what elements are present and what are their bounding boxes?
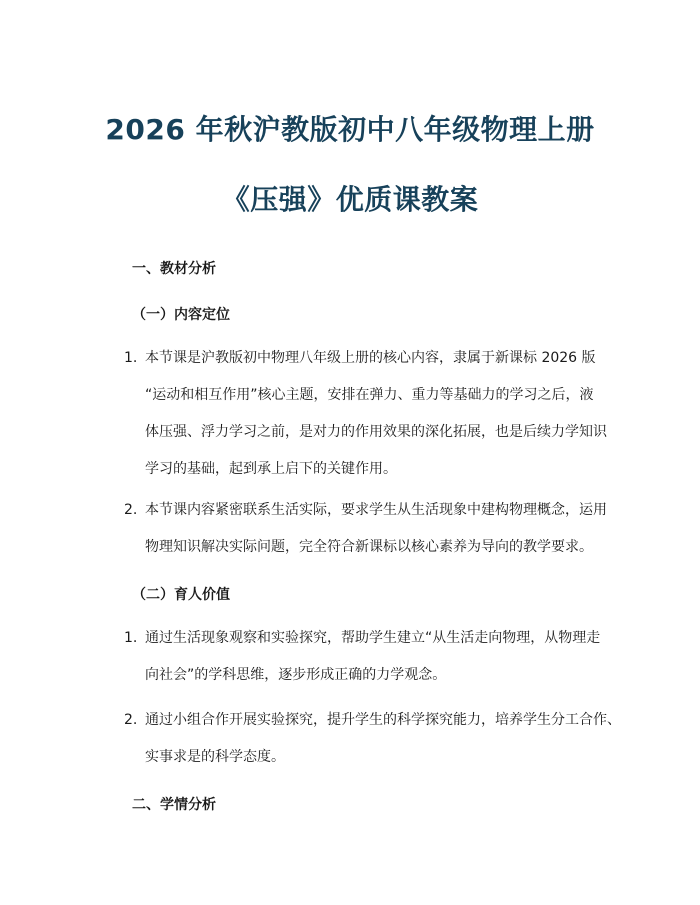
paragraph-line: 学习的基础，起到承上启下的关键作用。 <box>145 461 397 477</box>
subsection-heading-educational-value: （二）育人价值 <box>132 587 230 603</box>
paragraph-line: 向社会”的学科思维，逐步形成正确的力学观念。 <box>145 667 447 683</box>
paragraph-line: 实事求是的科学态度。 <box>145 749 285 765</box>
paragraph-line: 本节课是沪教版初中物理八年级上册的核心内容，隶属于新课标 2026 版 <box>145 350 596 366</box>
document-title-line2: 《压强》优质课教案 <box>221 183 479 216</box>
section-heading-textbook-analysis: 一、教材分析 <box>132 261 216 277</box>
paragraph-line: 本节课内容紧密联系生活实际，要求学生从生活现象中建构物理概念，运用 <box>145 502 607 518</box>
numbered-paragraph <box>124 340 607 488</box>
numbered-paragraph <box>124 702 621 776</box>
paragraph-line: 通过小组合作开展实验探究，提升学生的科学探究能力，培养学生分工合作、 <box>145 712 621 728</box>
item-number: 1. <box>124 350 138 366</box>
paragraph-line: 体压强、浮力学习之前，是对力的作用效果的深化拓展，也是后续力学知识 <box>145 424 607 440</box>
item-number: 2. <box>124 502 138 518</box>
paragraph-line: 物理知识解决实际问题，完全符合新课标以核心素养为导向的教学要求。 <box>145 539 593 555</box>
item-number: 2. <box>124 712 138 728</box>
item-number: 1. <box>124 630 138 646</box>
numbered-paragraph <box>124 492 607 566</box>
paragraph-line: 通过生活现象观察和实验探究，帮助学生建立“从生活走向物理，从物理走 <box>145 630 601 646</box>
document-title-line1: 2026 年秋沪教版初中八年级物理上册 <box>105 113 595 146</box>
subsection-heading-content-position: （一）内容定位 <box>132 307 230 323</box>
section-heading-learner-analysis: 二、学情分析 <box>132 797 216 813</box>
paragraph-line: “运动和相互作用”核心主题，安排在弹力、重力等基础力的学习之后，液 <box>145 387 594 403</box>
numbered-paragraph <box>124 620 601 694</box>
